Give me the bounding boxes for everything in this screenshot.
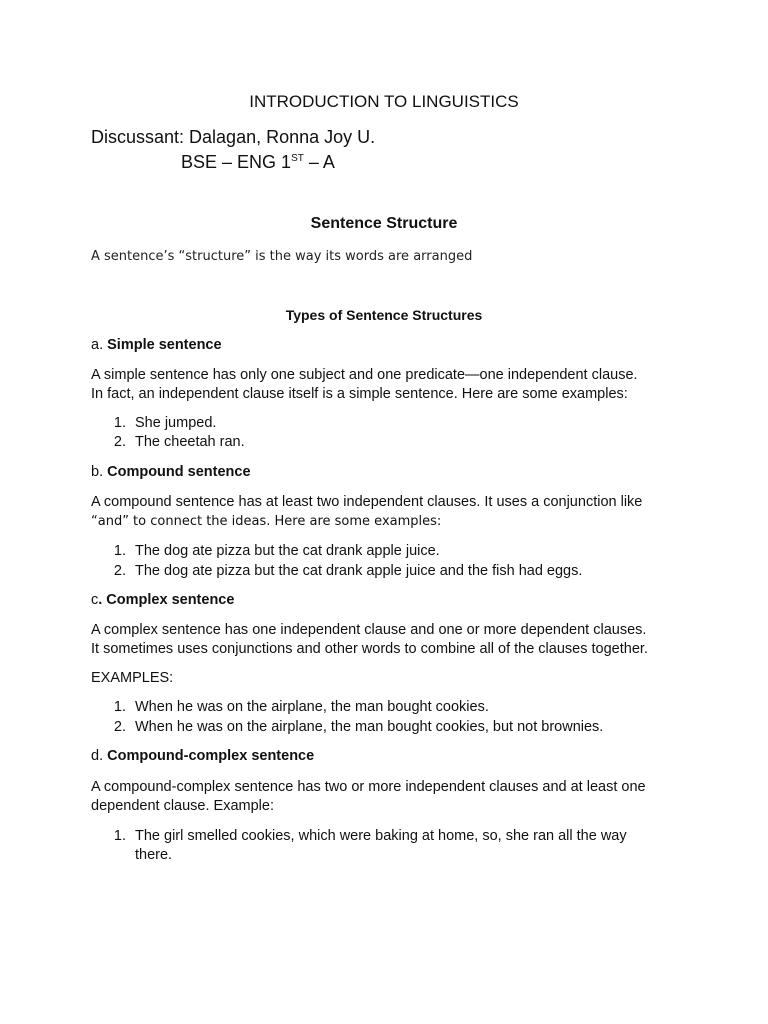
list-number: 1. bbox=[113, 828, 126, 844]
list-item bbox=[104, 563, 582, 579]
list-number: 2. bbox=[113, 719, 126, 735]
simple-label: Simple sentence bbox=[107, 337, 222, 353]
compound-complex-desc-line2: dependent clause. Example: bbox=[91, 798, 274, 814]
compound-complex-prefix: d. bbox=[91, 748, 108, 764]
list-text: The girl smelled cookies, which were baking at home, so, she ran all the way bbox=[135, 828, 627, 844]
list-number: 1. bbox=[113, 699, 126, 715]
discussant-line: Discussant: Dalagan, Ronna Joy U. bbox=[91, 127, 376, 147]
list-item bbox=[104, 543, 440, 559]
list-text: The dog ate pizza but the cat drank apple juice and the fish had eggs. bbox=[135, 563, 583, 579]
list-number: 1. bbox=[113, 415, 126, 431]
list-text: She jumped. bbox=[135, 415, 217, 431]
list-item bbox=[104, 828, 627, 844]
list-number: 1. bbox=[113, 543, 126, 559]
course-line bbox=[181, 152, 335, 173]
types-title: Types of Sentence Structures bbox=[285, 307, 483, 323]
complex-heading bbox=[91, 592, 234, 608]
simple-desc-line1: A simple sentence has only one subject and one predicate—one independent clause. bbox=[91, 367, 638, 383]
compound-label: Compound sentence bbox=[107, 464, 251, 480]
course-suffix: – A bbox=[303, 152, 335, 172]
compound-complex-label: Compound-complex sentence bbox=[107, 748, 315, 764]
list-item bbox=[104, 415, 216, 431]
list-number: 2. bbox=[113, 434, 126, 450]
simple-prefix: a. bbox=[91, 337, 108, 353]
list-item bbox=[104, 434, 245, 450]
list-item bbox=[104, 699, 489, 715]
course-prefix: BSE – ENG 1 bbox=[181, 152, 292, 172]
compound-complex-heading bbox=[91, 748, 314, 764]
simple-desc-line2: In fact, an independent clause itself is a simple sentence. Here are some examples: bbox=[91, 386, 628, 402]
section-intro: A sentence’s “structure” is the way its words are arranged bbox=[91, 249, 473, 264]
course-superscript: ST bbox=[291, 153, 304, 164]
compound-desc-line2: “and” to connect the ideas. Here are some examples: bbox=[91, 514, 442, 529]
simple-heading bbox=[91, 337, 222, 353]
compound-complex-desc-line1: A compound-complex sentence has two or more independent clauses and at least one bbox=[91, 779, 646, 795]
complex-label: . Complex sentence bbox=[98, 592, 235, 608]
document-title: INTRODUCTION TO LINGUISTICS bbox=[249, 92, 519, 111]
complex-desc-line2: It sometimes uses conjunctions and other words to combine all of the clauses together. bbox=[91, 641, 648, 657]
compound-prefix: b. bbox=[91, 464, 108, 480]
list-text: When he was on the airplane, the man bought cookies, but not brownies. bbox=[135, 719, 604, 735]
examples-label: EXAMPLES: bbox=[91, 670, 174, 686]
section-title: Sentence Structure bbox=[310, 215, 458, 232]
list-text: The cheetah ran. bbox=[135, 434, 245, 450]
complex-prefix: c bbox=[91, 592, 99, 608]
list-number: 2. bbox=[113, 563, 126, 579]
list-item bbox=[104, 719, 603, 735]
list-item-continuation: there. bbox=[135, 847, 173, 863]
list-text: The dog ate pizza but the cat drank apple juice. bbox=[135, 543, 440, 559]
compound-desc-line1: A compound sentence has at least two independent clauses. It uses a conjunction like bbox=[91, 494, 643, 510]
compound-heading bbox=[91, 464, 251, 480]
list-text: When he was on the airplane, the man bought cookies. bbox=[135, 699, 489, 715]
complex-desc-line1: A complex sentence has one independent clause and one or more dependent clauses. bbox=[91, 622, 647, 638]
